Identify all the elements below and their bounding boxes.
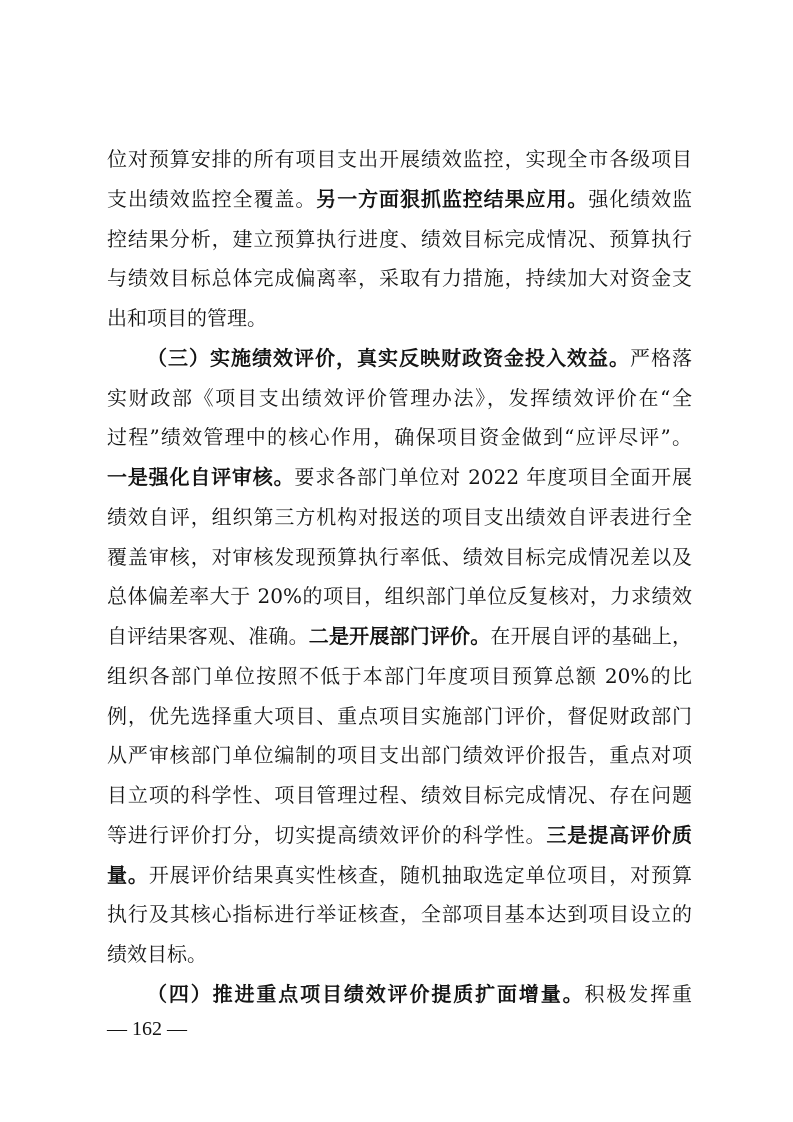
text-line [107,776,692,816]
text-segment: 实财政部《项目支出绩效评价管理办法》，发挥绩效评价在“全 [107,385,692,410]
bold-heading: 量。 [107,862,149,887]
text-segment: 组织各部门单位按照不低于本部门年度项目预算总额 20%的比 [107,663,692,688]
text-line [107,935,692,975]
text-segment: 执行及其核心指标进行举证核查，全部项目基本达到项目设立的 [107,902,692,927]
text-line [107,180,692,220]
text-line [107,220,692,260]
text-segment: 与绩效目标总体完成偏离率，采取有力措施，持续加大对资金支 [107,266,692,291]
document-body [107,140,692,1015]
text-segment: 例，优先选择重大项目、重点项目实施部门评价，督促财政部门 [107,703,692,728]
text-segment: 强化绩效监 [588,186,693,211]
text-line [107,379,692,419]
text-line [107,140,692,180]
text-line [107,458,692,498]
text-segment: 出和项目的管理。 [107,306,267,330]
bold-heading: 另一方面狠抓监控结果应用。 [316,186,589,211]
text-line [107,577,692,617]
text-segment: 从严审核部门单位编制的项目支出部门绩效评价报告，重点对项 [107,743,692,768]
text-segment: 积极发挥重 [584,981,692,1006]
section-heading-line [107,975,692,1015]
text-segment: 支出绩效监控全覆盖。 [107,186,317,211]
text-segment: 严格落 [630,345,692,370]
text-line [107,418,692,458]
text-line [107,617,692,657]
text-segment: 等进行评价打分，切实提高绩效评价的科学性。 [107,822,547,847]
text-line [107,657,692,697]
text-segment: 开展评价结果真实性核查，随机抽取选定单位项目，对预算 [148,862,693,887]
bold-heading: 三是提高评价质 [546,822,693,847]
text-segment: 覆盖审核，对审核发现预算执行率低、绩效目标完成情况差以及 [107,544,692,569]
text-segment: 过程”绩效管理中的核心作用，确保项目资金做到“应评尽评”。 [107,425,692,450]
text-line [107,895,692,935]
text-segment: 目立项的科学性、项目管理过程、绩效目标完成情况、存在问题 [107,783,692,807]
bold-heading: 一是强化自评审核。 [107,465,295,489]
section-heading: （四）推进重点项目绩效评价提质扩面增量。 [147,981,585,1006]
text-line [107,736,692,776]
text-segment: 控结果分析，建立预算执行进度、绩效目标完成情况、预算执行 [107,226,692,251]
text-line [107,299,692,339]
text-line [107,498,692,538]
text-line [107,538,692,578]
text-line [107,259,692,299]
page-number: — 162 — [107,1018,187,1040]
text-segment: 总体偏差率大于 20%的项目，组织部门单位反复核对，力求绩效 [107,584,692,609]
text-segment: 绩效自评，组织第三方机构对报送的项目支出绩效自评表进行全 [107,504,692,529]
text-segment: 要求各部门单位对 2022 年度项目全面开展 [294,465,692,489]
section-heading: （三）实施绩效评价，真实反映财政资金投入效益。 [147,345,630,370]
text-line [107,856,692,896]
text-segment: 绩效目标。 [107,942,207,966]
text-segment: 自评结果客观、准确。 [107,624,309,648]
text-segment: 位对预算安排的所有项目支出开展绩效监控，实现全市各级项目 [107,147,692,171]
bold-heading: 二是开展部门评价。 [308,624,491,648]
section-heading-line [107,339,692,379]
text-segment: 在开展自评的基础上， [490,624,693,648]
text-line [107,816,692,856]
text-line [107,697,692,737]
